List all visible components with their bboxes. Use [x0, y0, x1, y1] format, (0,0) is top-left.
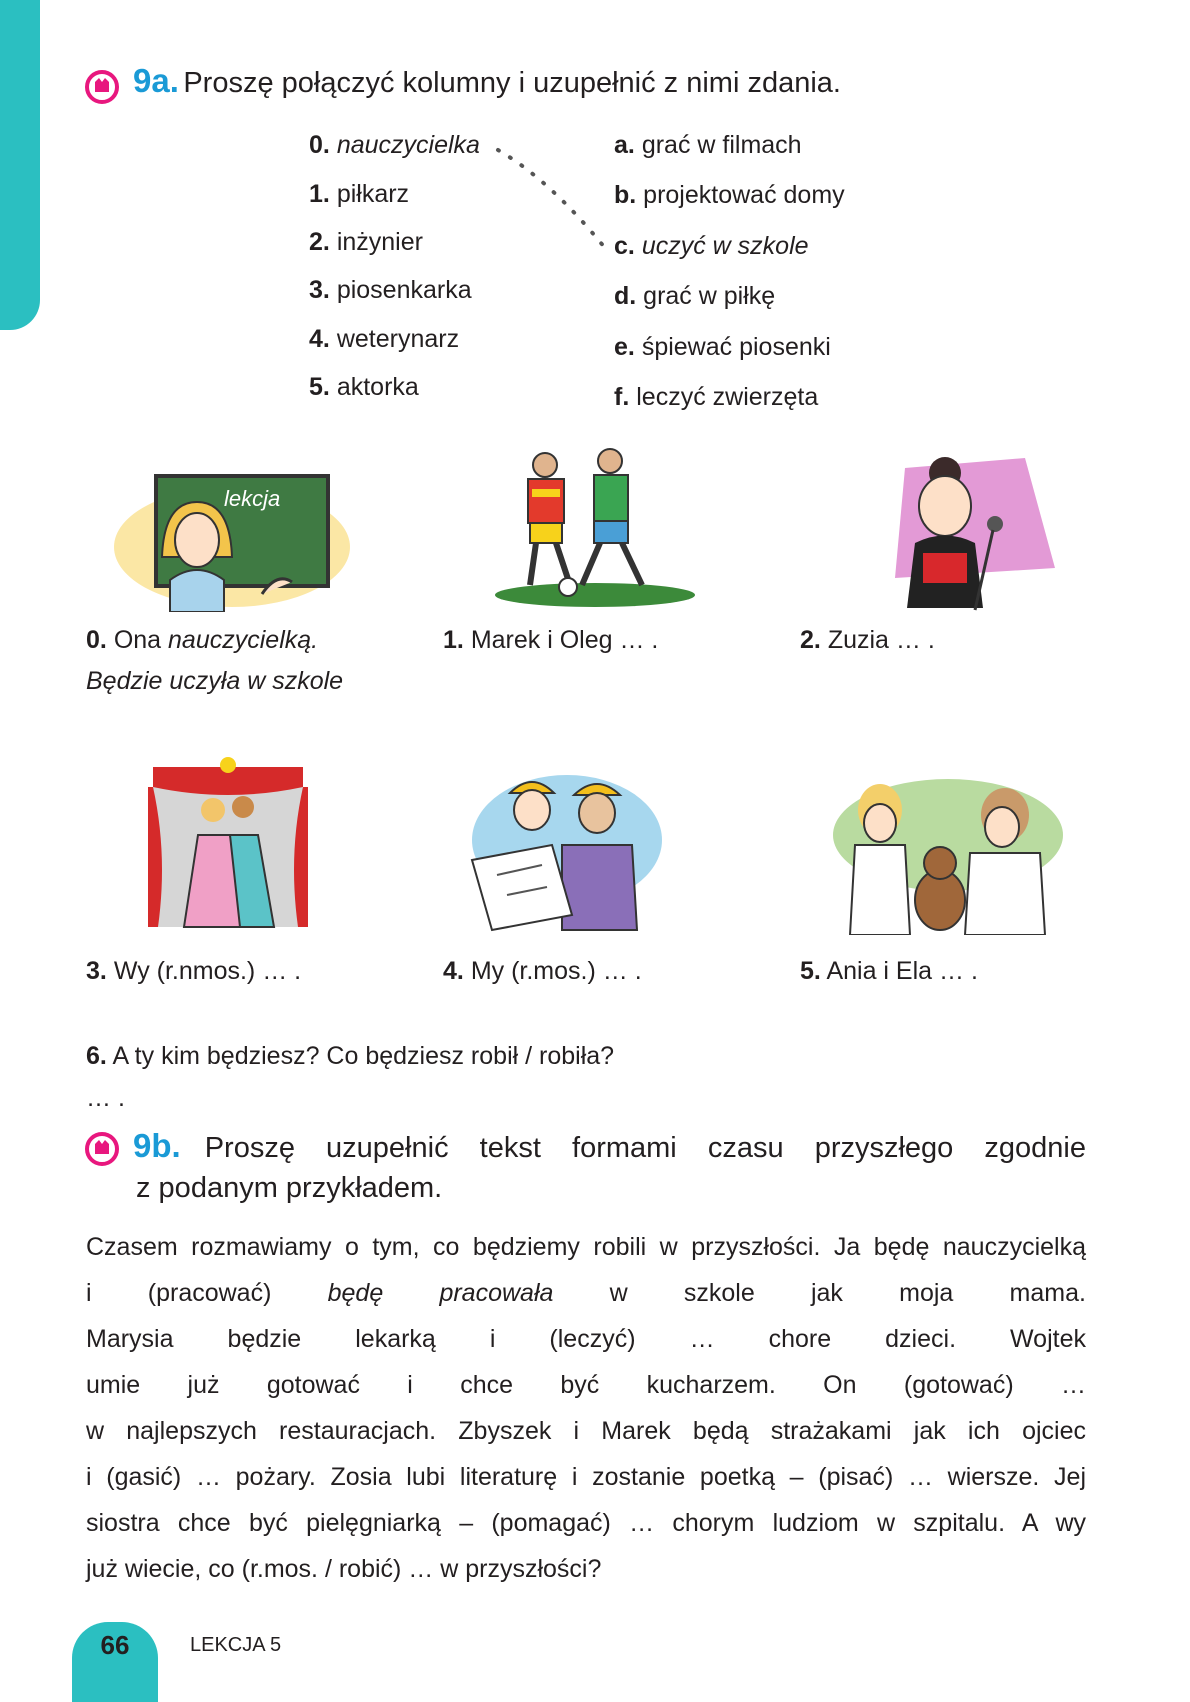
vets-illustration: [830, 775, 1065, 935]
exercise-number: 9a.: [133, 62, 179, 99]
right-item-f: f. leczyć zwierzęta: [614, 383, 819, 411]
right-item-e: e. śpiewać piosenki: [614, 333, 831, 361]
exercise-title: Proszę połączyć kolumny i uzupełnić z nimi zdania.: [183, 67, 841, 99]
text-line-3: Marysia będzie lekarką i (leczyć) … chore dzieci. Wojtek: [86, 1325, 1086, 1353]
footballers-illustration: [490, 445, 700, 610]
right-item-a: a. grać w filmach: [614, 131, 802, 159]
left-item-2: 2. inżynier: [309, 228, 423, 256]
right-item-b: b. projektować domy: [614, 181, 845, 209]
text-line-4: umie już gotować i chce być kucharzem. On (gotować) …: [86, 1371, 1086, 1399]
text-line-2: i (pracować) będę pracowała w szkole jak moja mama.: [86, 1270, 1086, 1316]
actresses-illustration: [148, 755, 308, 935]
singer-illustration: [875, 438, 1065, 618]
text-line-5: w najlepszych restauracjach. Zbyszek i Marek będą strażakami jak ich ojciec: [86, 1417, 1086, 1445]
engineers-illustration: [462, 765, 662, 935]
exercise-title: Proszę uzupełnić tekst formami czasu przyszłego zgodnie: [204, 1132, 1086, 1164]
exercise-9a-heading: [133, 62, 841, 100]
caption-4: 4. My (r.mos.) … .: [443, 957, 642, 985]
caption-0-line2: Będzie uczyła w szkole: [86, 667, 344, 695]
text-line-8: już wiecie, co (r.mos. / robić) … w przyszłości?: [86, 1555, 602, 1583]
exercise-9b-heading: [133, 1127, 1086, 1165]
left-item-4: 4. weterynarz: [309, 325, 460, 353]
caption-1: 1. Marek i Oleg … .: [443, 626, 659, 654]
caption-2: 2. Zuzia … .: [800, 626, 935, 654]
left-item-5: 5. aktorka: [309, 373, 419, 401]
teacher-illustration: [112, 462, 352, 612]
caption-3: 3. Wy (r.nmos.) … .: [86, 957, 302, 985]
question-6-answer: … .: [86, 1084, 125, 1112]
left-item-1: 1. piłkarz: [309, 180, 410, 208]
caption-5: 5. Ania i Ela … .: [800, 957, 978, 985]
exercise-number: 9b.: [133, 1127, 181, 1164]
pencil-circle-icon: [84, 68, 120, 104]
exercise-title-continued: z podanym przykładem.: [136, 1172, 443, 1204]
text-line-6: i (gasić) … pożary. Zosia lubi literaturę i zostanie poetką – (pisać) … wiersze. Jej: [86, 1463, 1086, 1491]
text-line-7: siostra chce być pielęgniarką – (pomagać) … chorym ludziom w szpitalu. A wy: [86, 1509, 1086, 1537]
left-item-3: 3. piosenkarka: [309, 276, 472, 304]
example-answer: pracowała: [439, 1279, 554, 1307]
chalkboard-text: lekcja: [224, 486, 281, 511]
example-answer: będę: [327, 1279, 384, 1307]
question-6: 6. A ty kim będziesz? Co będziesz robił / robiła?: [86, 1042, 615, 1070]
page-edge-tab: [0, 0, 40, 330]
caption-0: 0. Ona nauczycielką.: [86, 626, 319, 654]
pencil-circle-icon: [84, 1130, 120, 1166]
matching-connector-line: [490, 140, 620, 255]
text-line-1: Czasem rozmawiamy o tym, co będziemy robili w przyszłości. Ja będę nauczycielką: [86, 1233, 1086, 1261]
fill-in-text: [86, 1224, 1086, 1592]
lesson-label: LEKCJA 5: [190, 1634, 282, 1656]
right-item-d: d. grać w piłkę: [614, 282, 776, 310]
page-number: 66: [100, 1630, 130, 1660]
right-item-c: c. uczyć w szkole: [614, 232, 809, 260]
left-item-0: 0. nauczycielka: [309, 131, 480, 159]
